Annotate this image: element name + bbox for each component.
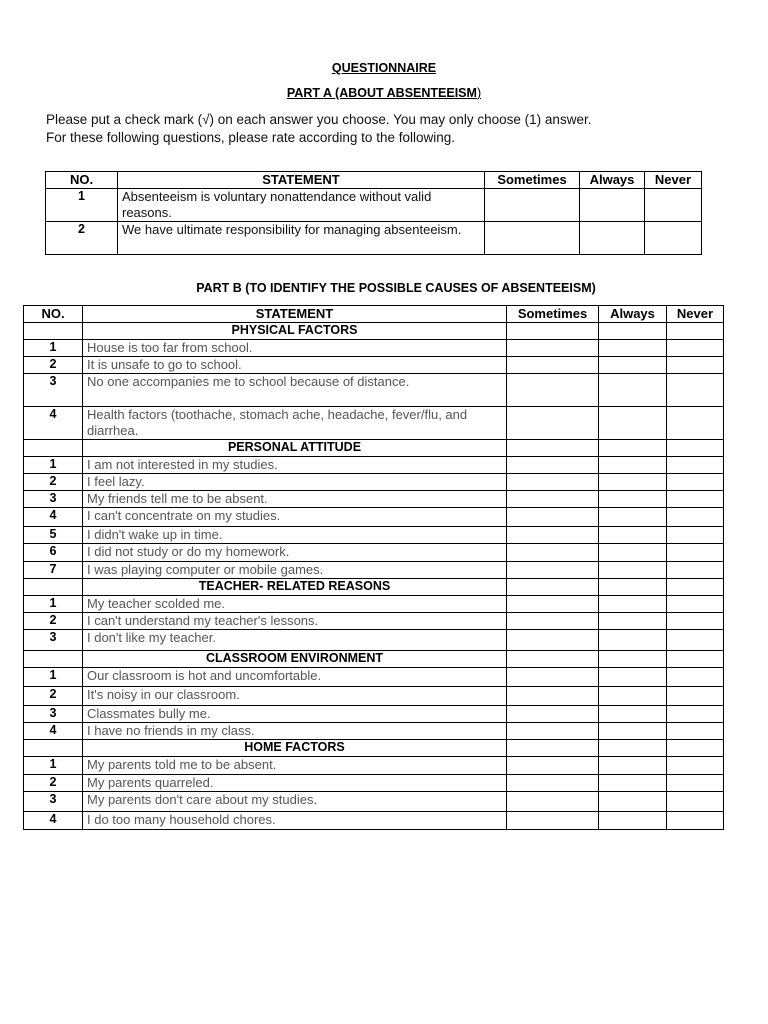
part-a-header-row: [46, 172, 702, 189]
row-number: 1: [24, 596, 83, 613]
always-answer-cell[interactable]: [599, 812, 667, 830]
always-answer-cell[interactable]: [599, 474, 667, 491]
column-header-always: Always: [599, 306, 667, 323]
always-answer-cell[interactable]: [599, 544, 667, 562]
table-row: [24, 527, 724, 544]
section-blank-cell: [507, 323, 599, 340]
sometimes-answer-cell[interactable]: [507, 706, 599, 723]
never-answer-cell[interactable]: [667, 374, 724, 407]
column-header-no: NO.: [24, 306, 83, 323]
sometimes-answer-cell[interactable]: [507, 596, 599, 613]
section-number-cell: [24, 440, 83, 457]
sometimes-answer-cell[interactable]: [507, 374, 599, 407]
section-number-cell: [24, 651, 83, 668]
never-answer-cell[interactable]: [667, 544, 724, 562]
column-header-never: Never: [645, 172, 702, 189]
table-row: [46, 189, 702, 222]
instruction-line-1: Please put a check mark (√) on each answer you choose. You may only choose (1) answer.: [46, 112, 592, 127]
statement-text: I can't understand my teacher's lessons.: [83, 613, 507, 630]
column-header-never: Never: [667, 306, 724, 323]
never-answer-cell[interactable]: [667, 562, 724, 579]
row-number: 6: [24, 544, 83, 562]
statement-text: I feel lazy.: [83, 474, 507, 491]
sometimes-answer-cell[interactable]: [507, 491, 599, 508]
table-row: [24, 687, 724, 706]
section-blank-cell: [599, 323, 667, 340]
section-row: [24, 440, 724, 457]
never-answer-cell[interactable]: [667, 668, 724, 687]
never-answer-cell[interactable]: [667, 407, 724, 440]
part-b-table: [23, 305, 724, 830]
always-answer-cell[interactable]: [599, 668, 667, 687]
always-answer-cell[interactable]: [599, 340, 667, 357]
statement-text: My teacher scolded me.: [83, 596, 507, 613]
never-answer-cell[interactable]: [667, 357, 724, 374]
row-number: 3: [24, 792, 83, 812]
row-number: 5: [24, 527, 83, 544]
section-number-cell: [24, 323, 83, 340]
statement-text: I can't concentrate on my studies.: [83, 508, 507, 527]
table-row: [24, 474, 724, 491]
sometimes-answer-cell[interactable]: [507, 474, 599, 491]
table-row: [24, 596, 724, 613]
page-title: QUESTIONNAIRE: [331, 61, 437, 75]
row-number: 2: [24, 687, 83, 706]
section-blank-cell: [667, 440, 724, 457]
column-header-always: Always: [580, 172, 645, 189]
statement-text: I don't like my teacher.: [83, 630, 507, 651]
never-answer-cell[interactable]: [667, 613, 724, 630]
section-row: [24, 740, 724, 757]
section-blank-cell: [507, 740, 599, 757]
sometimes-answer-cell[interactable]: [507, 723, 599, 740]
statement-text: Absenteeism is voluntary nonattendance without valid reasons.: [118, 189, 485, 222]
table-row: [24, 508, 724, 527]
statement-text: No one accompanies me to school because of distance.: [83, 374, 507, 407]
part-a-table: [45, 171, 702, 255]
never-answer-cell[interactable]: [667, 630, 724, 651]
sometimes-answer-cell[interactable]: [507, 668, 599, 687]
table-row: [24, 457, 724, 474]
sometimes-answer-cell[interactable]: [507, 630, 599, 651]
table-row: [24, 757, 724, 775]
section-title: PERSONAL ATTITUDE: [83, 440, 507, 457]
table-row: [24, 491, 724, 508]
sometimes-answer-cell[interactable]: [507, 357, 599, 374]
table-row: [24, 613, 724, 630]
statement-text: It's noisy in our classroom.: [83, 687, 507, 706]
statement-text: My friends tell me to be absent.: [83, 491, 507, 508]
always-answer-cell[interactable]: [599, 374, 667, 407]
never-answer-cell[interactable]: [667, 775, 724, 792]
column-header-statement: STATEMENT: [118, 172, 485, 189]
section-number-cell: [24, 579, 83, 596]
row-number: 2: [24, 775, 83, 792]
part-a-heading-text: PART A (ABOUT ABSENTEEISM: [286, 86, 477, 100]
sometimes-answer-cell[interactable]: [507, 544, 599, 562]
sometimes-answer-cell[interactable]: [507, 508, 599, 527]
section-blank-cell: [599, 579, 667, 596]
always-answer-cell[interactable]: [599, 613, 667, 630]
row-number: 2: [24, 357, 83, 374]
row-number: 1: [24, 340, 83, 357]
always-answer-cell[interactable]: [580, 189, 645, 222]
section-row: [24, 651, 724, 668]
row-number: 3: [24, 491, 83, 508]
always-answer-cell[interactable]: [599, 757, 667, 775]
never-answer-cell[interactable]: [667, 812, 724, 830]
never-answer-cell[interactable]: [667, 527, 724, 544]
never-answer-cell[interactable]: [667, 757, 724, 775]
sometimes-answer-cell[interactable]: [507, 457, 599, 474]
section-blank-cell: [599, 440, 667, 457]
always-answer-cell[interactable]: [599, 527, 667, 544]
row-number: 2: [46, 222, 118, 255]
statement-text: It is unsafe to go to school.: [83, 357, 507, 374]
part-b-heading: PART B (TO IDENTIFY THE POSSIBLE CAUSES OF ABSENTEEISM): [196, 281, 596, 295]
sometimes-answer-cell[interactable]: [507, 812, 599, 830]
always-answer-cell[interactable]: [599, 491, 667, 508]
always-answer-cell[interactable]: [599, 775, 667, 792]
sometimes-answer-cell[interactable]: [507, 340, 599, 357]
statement-text: I have no friends in my class.: [83, 723, 507, 740]
never-answer-cell[interactable]: [645, 189, 702, 222]
always-answer-cell[interactable]: [599, 792, 667, 812]
statement-text: Our classroom is hot and uncomfortable.: [83, 668, 507, 687]
row-number: 1: [24, 668, 83, 687]
table-row: [24, 544, 724, 562]
always-answer-cell[interactable]: [599, 562, 667, 579]
sometimes-answer-cell[interactable]: [507, 562, 599, 579]
column-header-no: NO.: [46, 172, 118, 189]
never-answer-cell[interactable]: [667, 508, 724, 527]
never-answer-cell[interactable]: [667, 340, 724, 357]
table-row: [24, 374, 724, 407]
table-row: [24, 812, 724, 830]
statement-text: My parents quarreled.: [83, 775, 507, 792]
section-row: [24, 323, 724, 340]
statement-text: My parents told me to be absent.: [83, 757, 507, 775]
sometimes-answer-cell[interactable]: [507, 757, 599, 775]
row-number: 4: [24, 723, 83, 740]
always-answer-cell[interactable]: [580, 222, 645, 255]
section-blank-cell: [599, 651, 667, 668]
section-title: PHYSICAL FACTORS: [83, 323, 507, 340]
never-answer-cell[interactable]: [667, 457, 724, 474]
section-blank-cell: [667, 323, 724, 340]
sometimes-answer-cell[interactable]: [507, 792, 599, 812]
table-row: [24, 792, 724, 812]
never-answer-cell[interactable]: [667, 687, 724, 706]
section-title: CLASSROOM ENVIRONMENT: [83, 651, 507, 668]
never-answer-cell[interactable]: [645, 222, 702, 255]
always-answer-cell[interactable]: [599, 706, 667, 723]
sometimes-answer-cell[interactable]: [507, 775, 599, 792]
row-number: 4: [24, 508, 83, 527]
row-number: 7: [24, 562, 83, 579]
always-answer-cell[interactable]: [599, 723, 667, 740]
row-number: 2: [24, 613, 83, 630]
always-answer-cell[interactable]: [599, 357, 667, 374]
part-b-header-row: [24, 306, 724, 323]
statement-text: We have ultimate responsibility for managing absenteeism.: [118, 222, 485, 255]
column-header-sometimes: Sometimes: [485, 172, 580, 189]
table-row: [24, 562, 724, 579]
row-number: 3: [24, 706, 83, 723]
statement-text: My parents don't care about my studies.: [83, 792, 507, 812]
sometimes-answer-cell[interactable]: [507, 407, 599, 440]
never-answer-cell[interactable]: [667, 792, 724, 812]
statement-text: House is too far from school.: [83, 340, 507, 357]
row-number: 3: [24, 374, 83, 407]
part-a-heading: [0, 86, 768, 100]
row-number: 4: [24, 812, 83, 830]
section-blank-cell: [507, 651, 599, 668]
always-answer-cell[interactable]: [599, 630, 667, 651]
table-row: [24, 357, 724, 374]
section-blank-cell: [667, 579, 724, 596]
table-row: [24, 668, 724, 687]
sometimes-answer-cell[interactable]: [507, 613, 599, 630]
statement-text: Classmates bully me.: [83, 706, 507, 723]
never-answer-cell[interactable]: [667, 474, 724, 491]
statement-text: I did not study or do my homework.: [83, 544, 507, 562]
statement-text: I am not interested in my studies.: [83, 457, 507, 474]
always-answer-cell[interactable]: [599, 687, 667, 706]
section-blank-cell: [667, 740, 724, 757]
sometimes-answer-cell[interactable]: [507, 527, 599, 544]
table-row: [24, 340, 724, 357]
sometimes-answer-cell[interactable]: [485, 189, 580, 222]
table-row: [24, 630, 724, 651]
statement-text: I was playing computer or mobile games.: [83, 562, 507, 579]
never-answer-cell[interactable]: [667, 491, 724, 508]
never-answer-cell[interactable]: [667, 596, 724, 613]
row-number: 1: [24, 757, 83, 775]
section-blank-cell: [599, 740, 667, 757]
column-header-statement: STATEMENT: [83, 306, 507, 323]
section-blank-cell: [667, 651, 724, 668]
statement-text: I didn't wake up in time.: [83, 527, 507, 544]
table-row: [24, 706, 724, 723]
instruction-line-2: For these following questions, please rate according to the following.: [46, 130, 455, 145]
section-row: [24, 579, 724, 596]
section-title: HOME FACTORS: [83, 740, 507, 757]
table-row: [24, 723, 724, 740]
never-answer-cell[interactable]: [667, 706, 724, 723]
table-row: [24, 775, 724, 792]
section-title: TEACHER- RELATED REASONS: [83, 579, 507, 596]
row-number: 1: [46, 189, 118, 222]
section-blank-cell: [507, 579, 599, 596]
statement-text: I do too many household chores.: [83, 812, 507, 830]
sometimes-answer-cell[interactable]: [485, 222, 580, 255]
row-number: 4: [24, 407, 83, 440]
always-answer-cell[interactable]: [599, 457, 667, 474]
section-number-cell: [24, 740, 83, 757]
always-answer-cell[interactable]: [599, 407, 667, 440]
row-number: 1: [24, 457, 83, 474]
column-header-sometimes: Sometimes: [507, 306, 599, 323]
statement-text: Health factors (toothache, stomach ache, headache, fever/flu, and diarrhea.: [83, 407, 507, 440]
always-answer-cell[interactable]: [599, 596, 667, 613]
always-answer-cell[interactable]: [599, 508, 667, 527]
never-answer-cell[interactable]: [667, 723, 724, 740]
table-row: [46, 222, 702, 255]
row-number: 2: [24, 474, 83, 491]
section-blank-cell: [507, 440, 599, 457]
sometimes-answer-cell[interactable]: [507, 687, 599, 706]
part-a-heading-paren: ): [476, 86, 482, 100]
row-number: 3: [24, 630, 83, 651]
table-row: [24, 407, 724, 440]
